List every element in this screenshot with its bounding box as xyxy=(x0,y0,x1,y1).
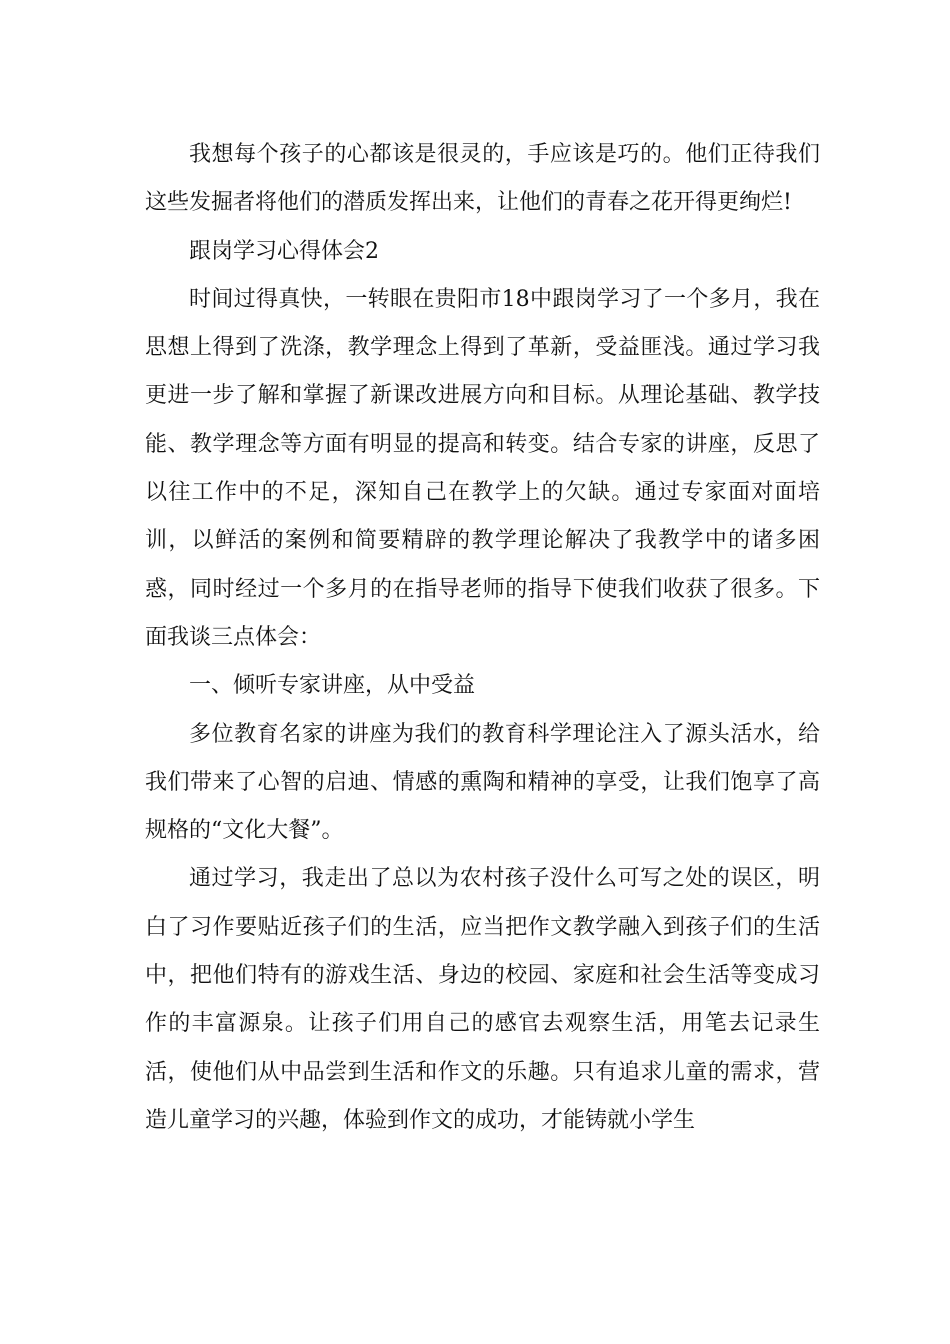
paragraph: 我想每个孩子的心都该是很灵的，手应该是巧的。他们正待我们这些发掘者将他们的潜质发挥出来，让他们的青春之花开得更绚烂! xyxy=(145,142,820,216)
paragraph: 多位教育名家的讲座为我们的教育科学理论注入了源头活水，给我们带来了心智的启迪、情感的熏陶和精神的享受，让我们饱享了高规格的“文化大餐”。 xyxy=(145,721,820,844)
document-body xyxy=(145,131,820,1145)
paragraph: 通过学习，我走出了总以为农村孩子没什么可写之处的误区，明白了习作要贴近孩子们的生活，应当把作文教学融入到孩子们的生活中，把他们特有的游戏生活、身边的校园、家庭和社会生活等变成习作的丰富源泉。让孩子们用自己的感官去观察生活，用笔去记录生活，使他们从中品尝到生活和作文的乐趣。只有追求儿童的需求，营造儿童学习的兴趣，体验到作文的成功，才能铸就小学生 xyxy=(145,866,820,1133)
section-heading: 跟岗学习心得体会2 xyxy=(189,238,379,264)
section-heading: 一、倾听专家讲座，从中受益 xyxy=(189,673,476,699)
paragraph: 时间过得真快，一转眼在贵阳市18中跟岗学习了一个多月，我在思想上得到了洗涤，教学理念上得到了革新，受益匪浅。通过学习我更进一步了解和掌握了新课改进展方向和目标。从理论基础、教学技能、教学理念等方面有明显的提高和转变。结合专家的讲座，反思了以往工作中的不足，深知自己在教学上的欠缺。通过专家面对面培训，以鲜活的案例和简要精辟的教学理论解决了我教学中的诸多困惑，同时经过一个多月的在指导老师的指导下使我们收获了很多。下面我谈三点体会： xyxy=(145,286,820,650)
